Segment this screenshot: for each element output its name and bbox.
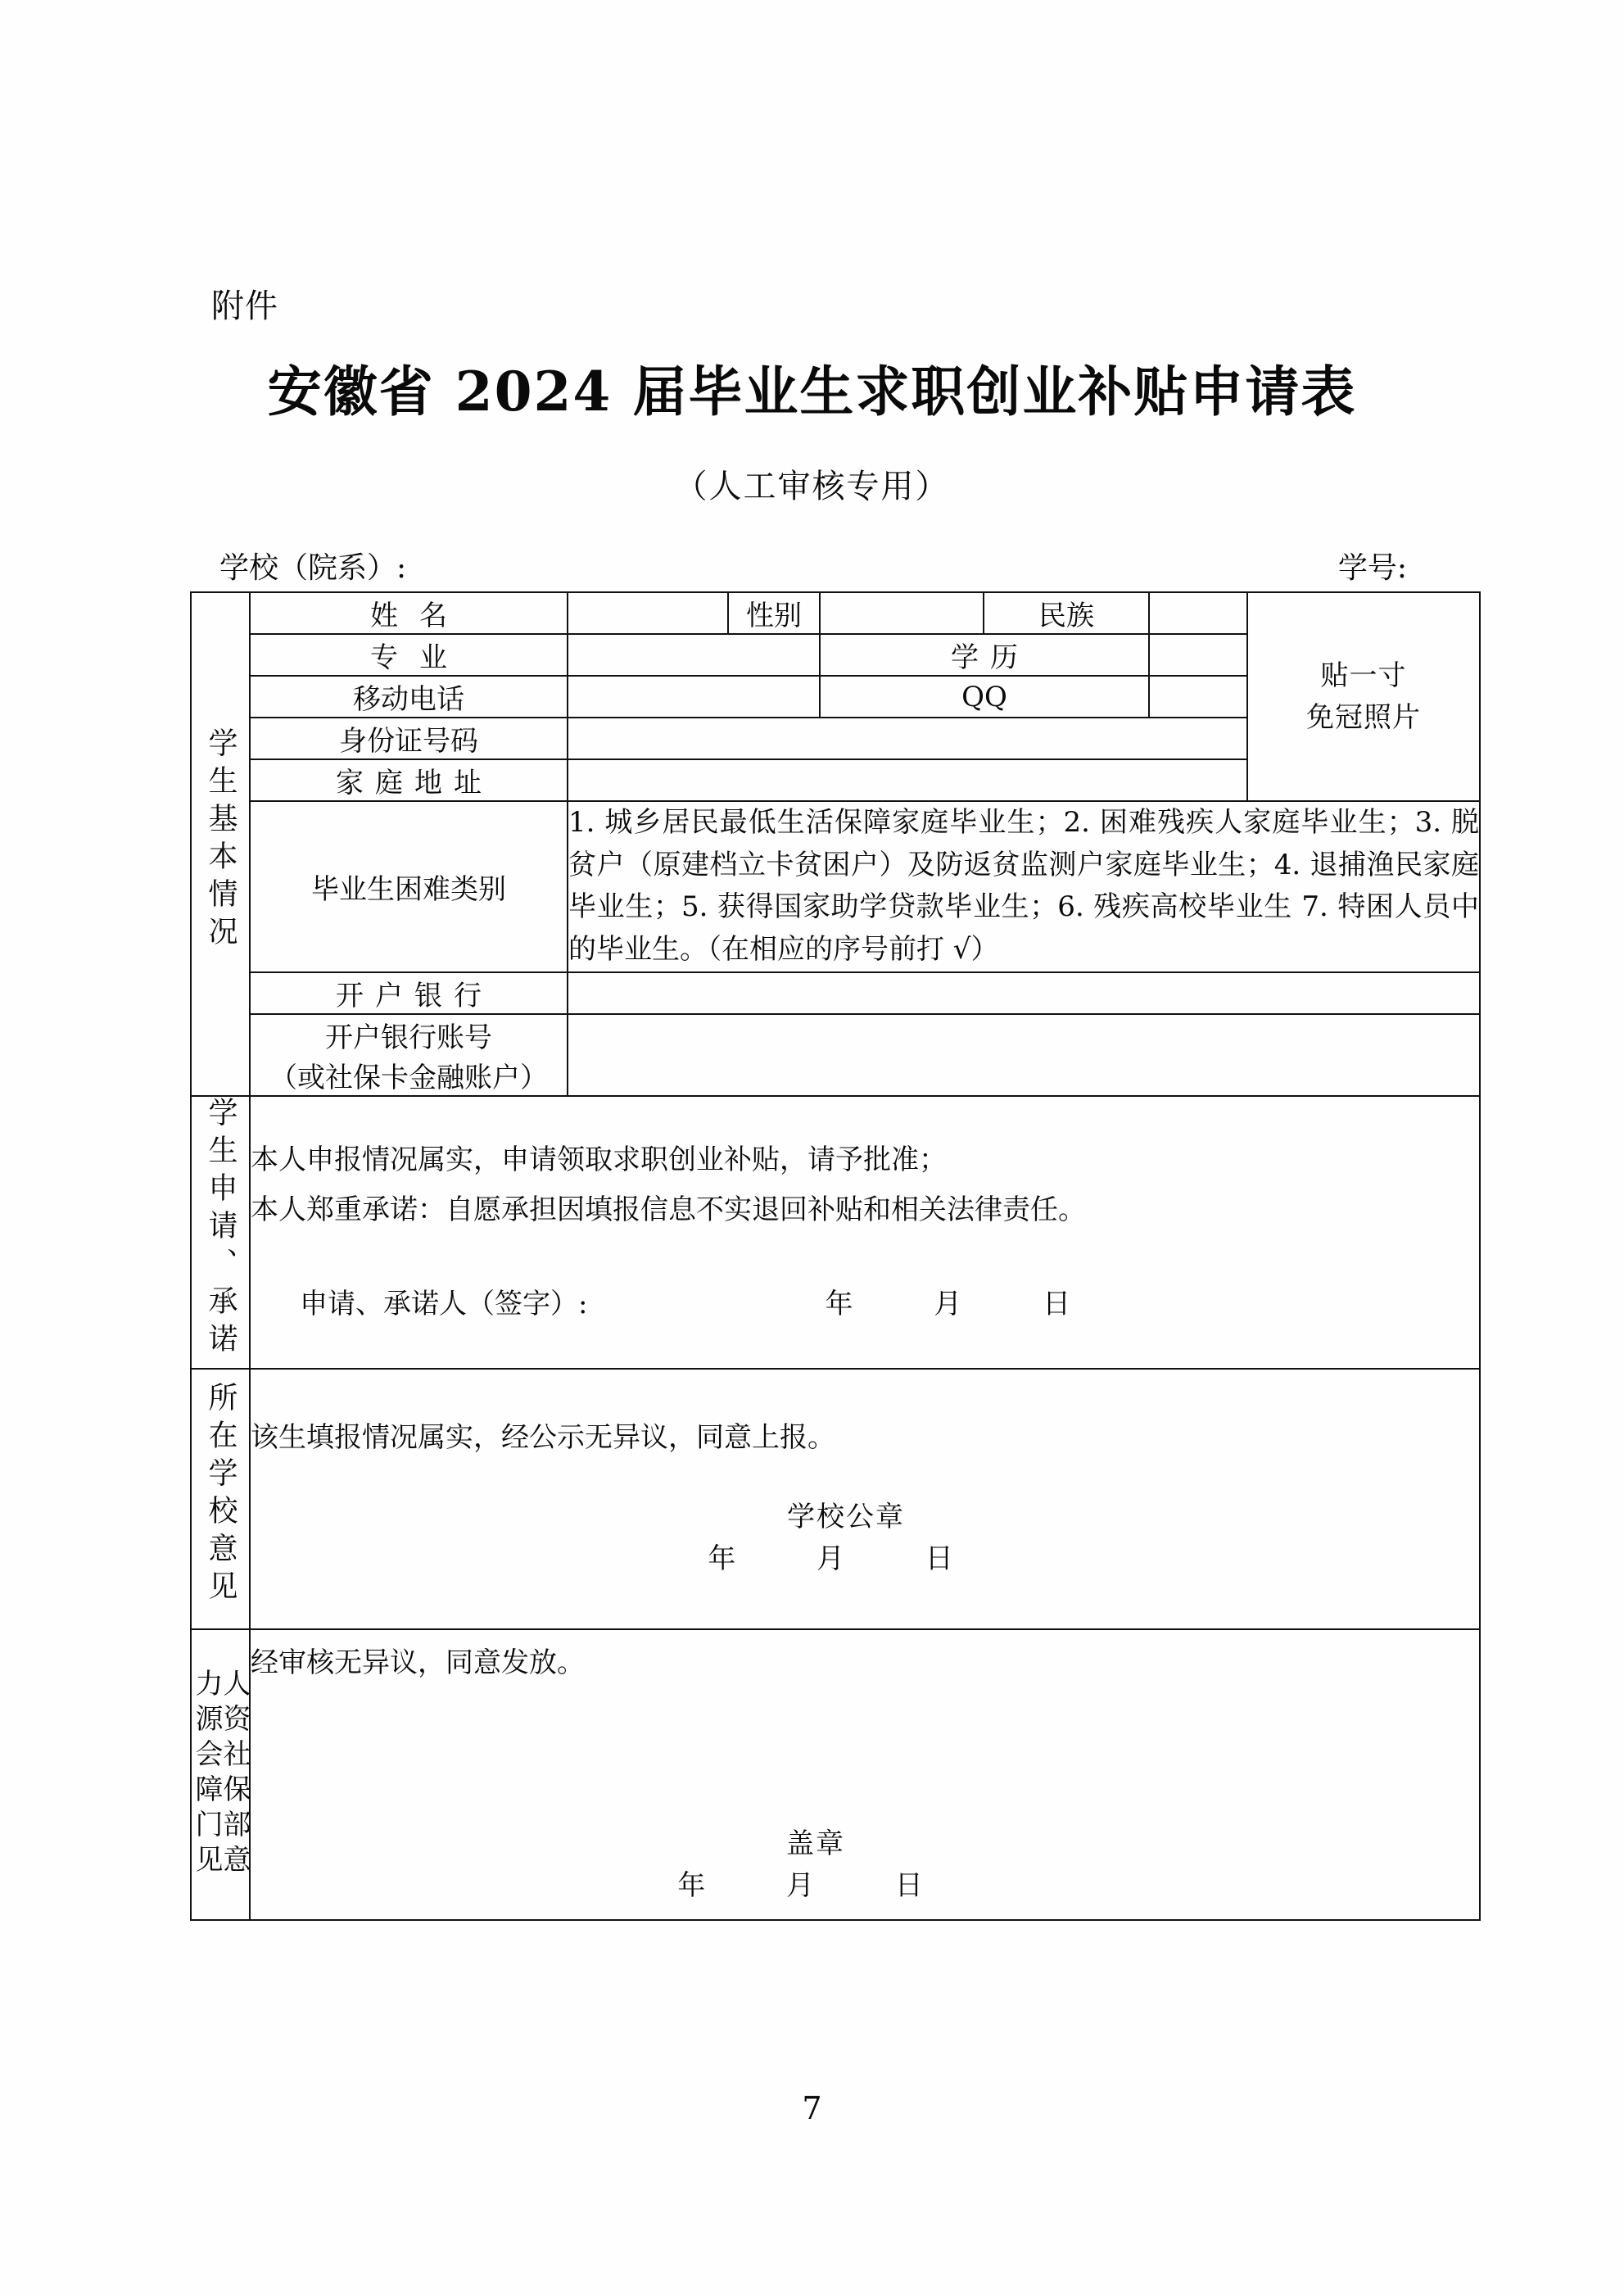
label-mobile: 移动电话 — [250, 676, 568, 718]
page-number: 7 — [802, 2090, 822, 2126]
form-header-row — [219, 545, 1481, 585]
application-form-table — [190, 591, 1481, 1921]
section-label-student-declaration-text: 学生申请、承诺 — [204, 1096, 237, 1361]
label-bank-account-line-1: 开户银行账号 — [325, 1021, 492, 1054]
label-gender: 性别 — [728, 592, 820, 634]
label-major: 专业 — [250, 634, 568, 676]
field-home-address-value[interactable] — [568, 759, 1247, 801]
field-qq-value[interactable] — [1149, 676, 1247, 718]
label-bank-account — [250, 1014, 568, 1096]
table-row-bank — [191, 972, 1480, 1014]
school-department-label: 学校（院系）: — [219, 551, 407, 585]
hr-stamp-block — [251, 1823, 1479, 1907]
document-subtitle: （人工审核专用） — [674, 468, 950, 505]
attachment-label: 附件 — [211, 288, 278, 325]
student-declaration-content — [250, 1096, 1480, 1369]
hr-stamp-label[interactable]: 盖章 — [786, 1827, 845, 1860]
signature-row — [251, 1283, 1479, 1326]
school-opinion-content — [250, 1369, 1480, 1629]
photo-line-1: 贴一寸 — [1320, 659, 1407, 692]
section-label-hr-opinion-col-2: 力源会障门见 — [190, 1669, 223, 1881]
label-name: 姓名 — [250, 592, 568, 634]
field-ethnicity-value[interactable] — [1149, 592, 1247, 634]
label-ethnicity: 民族 — [984, 592, 1149, 634]
student-id-label: 学号: — [1337, 551, 1407, 585]
label-bank: 开户银行 — [250, 972, 568, 1014]
field-name-value[interactable] — [568, 592, 728, 634]
difficulty-category-options-text[interactable]: 1. 城乡居民最低生活保障家庭毕业生；2. 困难残疾人家庭毕业生；3. 脱贫户（原建档立卡贫困户）及防返贫监测户家庭毕业生；4. 退捕渔民家庭毕业生；5. 获得国家助学贷款毕业生；6. 残疾高校毕业生 7. 特困人员中的毕业生。（在相应的序号前打 √） — [568, 801, 1480, 972]
school-stamp-block — [251, 1497, 1479, 1580]
section-label-basic-info — [191, 592, 250, 1096]
field-id-number-value[interactable] — [568, 718, 1247, 759]
school-stamp-label[interactable]: 学校公章 — [787, 1501, 905, 1534]
page-title: 安徽省 2024 届毕业生求职创业补贴申请表 — [267, 360, 1357, 423]
table-row-hr-opinion — [191, 1629, 1480, 1920]
label-qq: QQ — [820, 676, 1149, 718]
table-row-name — [191, 592, 1480, 634]
table-row-student-declaration — [191, 1096, 1480, 1369]
field-education-value[interactable] — [1149, 634, 1247, 676]
label-id-number: 身份证号码 — [250, 718, 568, 759]
label-education: 学历 — [820, 634, 1149, 676]
photo-placeholder-cell[interactable] — [1247, 592, 1480, 801]
school-opinion-text[interactable]: 该生填报情况属实，经公示无异议，同意上报。 — [251, 1421, 835, 1455]
label-difficulty-category: 毕业生困难类别 — [250, 801, 568, 972]
hr-opinion-date-label[interactable]: 年 月 日 — [677, 1868, 959, 1902]
signature-date-label[interactable]: 年 月 日 — [825, 1287, 1107, 1320]
hr-opinion-text[interactable]: 经审核无异议，同意发放。 — [251, 1646, 585, 1679]
section-label-student-declaration — [191, 1096, 250, 1369]
field-major-value[interactable] — [568, 634, 820, 676]
field-bank-value[interactable] — [568, 972, 1480, 1014]
section-label-basic-info-text: 学生基本情况 — [204, 727, 237, 953]
field-gender-value[interactable] — [820, 592, 984, 634]
school-opinion-date-label[interactable]: 年 月 日 — [708, 1542, 989, 1576]
table-row-bank-account — [191, 1014, 1480, 1096]
field-bank-account-value[interactable] — [568, 1014, 1480, 1096]
declaration-line-1: 本人申报情况属实，申请领取求职创业补贴，请予批准； — [251, 1143, 947, 1177]
table-row-difficulty-category — [191, 801, 1480, 972]
section-label-school-opinion-text: 所在学校意见 — [204, 1382, 237, 1609]
signature-label[interactable]: 申请、承诺人（签字）: — [300, 1287, 588, 1320]
label-home-address: 家庭地址 — [250, 759, 568, 801]
label-bank-account-line-2: （或社保卡金融账户） — [269, 1061, 548, 1094]
section-label-school-opinion — [191, 1369, 250, 1629]
hr-opinion-content — [250, 1629, 1480, 1920]
section-label-hr-opinion-col-1: 人资社保部意 — [218, 1669, 251, 1881]
declaration-line-2: 本人郑重承诺：自愿承担因填报信息不实退回补贴和相关法律责任。 — [251, 1193, 1086, 1226]
photo-line-2: 免冠照片 — [1306, 700, 1421, 734]
section-label-hr-opinion — [191, 1629, 250, 1920]
table-row-school-opinion — [191, 1369, 1480, 1629]
field-mobile-value[interactable] — [568, 676, 820, 718]
